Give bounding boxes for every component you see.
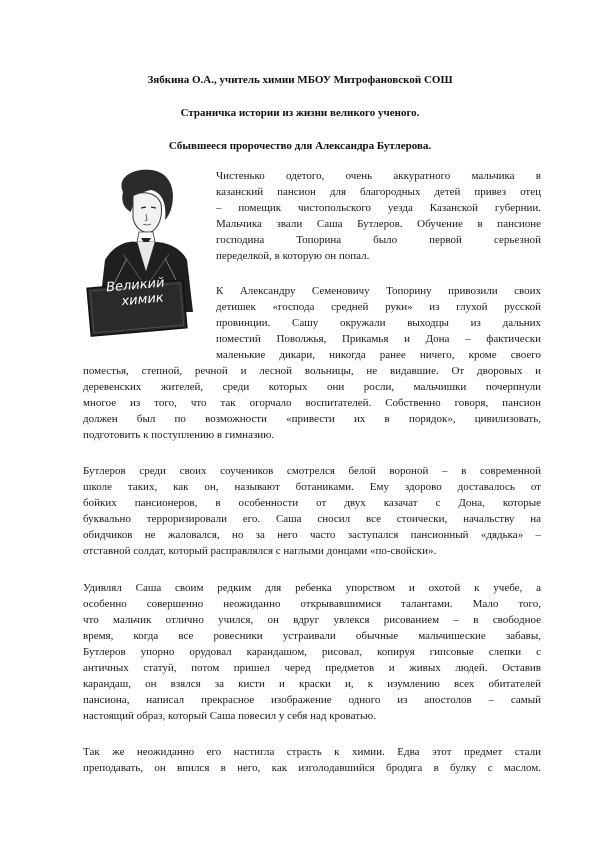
author-line: Зябкина О.А., учитель химии МБОУ Митрофановской СОШ xyxy=(147,74,453,86)
text-line: Бутлеров среди своих соучеников смотрелся белой вороной – в современной xyxy=(83,465,541,477)
text-line: поместья, степной, речной и лесной вольницы, не видавшие. От дворовых и xyxy=(83,365,541,377)
text-line: Бутлеров упорно орудовал карандашом, рисовал, копируя гипсовые слепки с xyxy=(83,646,541,658)
text-line: господина Топорина было первой серьезной xyxy=(216,234,541,246)
text-line: бойких пансионеров, в особенности от двух казачат с Дона, которые xyxy=(83,497,541,509)
paragraph-1 xyxy=(216,168,541,264)
text-line: поместий Поволжья, Прикамья и Дона – фактически xyxy=(216,333,541,345)
text-line: античных статуй, потом пришел черед предметов и живых людей. Оставив xyxy=(83,662,541,674)
page-title: Сбывшееся пророчество для Александра Бутлерова. xyxy=(168,140,432,152)
paragraph-4 xyxy=(83,580,541,724)
text-line: должен был по возможности «привести их в порядок», цивилизовать, xyxy=(83,413,541,425)
sign-line-2: химик xyxy=(120,290,165,310)
text-line: маленькие дикари, никогда ранее ничего, кроме своего xyxy=(216,349,541,361)
text-line: пансиона, написал прекрасное изображение одного из апостолов – самый xyxy=(83,694,541,706)
text-line: Так же неожиданно его настигла страсть к химии. Едва этот предмет стали xyxy=(83,746,541,758)
text-line: преподавать, он впился в него, как изголодавшийся бродяга в булку с маслом. xyxy=(83,762,541,774)
text-line: время, когда все ровесники устраивали обычные мальчишеские забавы, xyxy=(83,630,541,642)
text-line: детишек «господа средней руки» из глухой русской xyxy=(216,301,541,313)
text-line: карандаш, он взялся за кисти и краски и, к изумлению всех обитателей xyxy=(83,678,541,690)
text-line: школе таких, как он, называют ботаниками. Ему здорово доставалось от xyxy=(83,481,541,493)
text-line: деревенских жителей, среди которых они росли, мальчишки почерпнули xyxy=(83,381,541,393)
sign-line-1: Великий xyxy=(105,275,166,296)
text-line: Удивлял Саша своим редким для ребенка упорством и охотой к учебе, а xyxy=(83,582,541,594)
text-line: – помещик чистопольского уезда Казанской губернии. xyxy=(216,202,541,214)
paragraph-2-wide xyxy=(83,363,541,443)
text-line: Мальчика звали Саша Бутлеров. Обучение в пансионе xyxy=(216,218,541,230)
text-line: настоящий образ, который Саша повесил у себя над кроватью. xyxy=(83,710,376,722)
paragraph-5 xyxy=(83,744,541,776)
text-line: что мальчик отлично учился, он вдруг увлекся рисованием – в свободное xyxy=(83,614,541,626)
text-line: многое из того, что так огорчало воспитателей. Собственно говоря, пансион xyxy=(83,397,541,409)
subtitle: Страничка истории из жизни великого ученого. xyxy=(180,107,420,119)
text-line: Чистенько одетого, очень аккуратного мальчика в xyxy=(216,170,541,182)
text-line: подготовить к поступлению в гимназию. xyxy=(83,429,275,441)
paragraph-2-narrow xyxy=(216,283,541,363)
text-line: провинции. Сашу окружали выходцы из дальних xyxy=(216,317,541,329)
text-line: переделкой, в которую он попал. xyxy=(216,250,370,262)
paragraph-3 xyxy=(83,463,541,559)
text-line: К Александру Семеновичу Топорину привозили своих xyxy=(216,285,541,297)
text-line: отставной солдат, который расправлялся с наглыми донцами «по-свойски». xyxy=(83,545,437,557)
butlerov-illustration xyxy=(83,162,205,340)
text-line: буквально терроризировали его. Саша сносил все стоически, начальству на xyxy=(83,513,541,525)
text-line: обидчиков не жаловался, но за него часто заступался пансионный «дядька» – xyxy=(83,529,541,541)
text-line: особенно совершенно неожиданно открывавшимися талантами. Мало того, xyxy=(83,598,541,610)
text-line: казанский пансион для благородных детей привез отец xyxy=(216,186,541,198)
